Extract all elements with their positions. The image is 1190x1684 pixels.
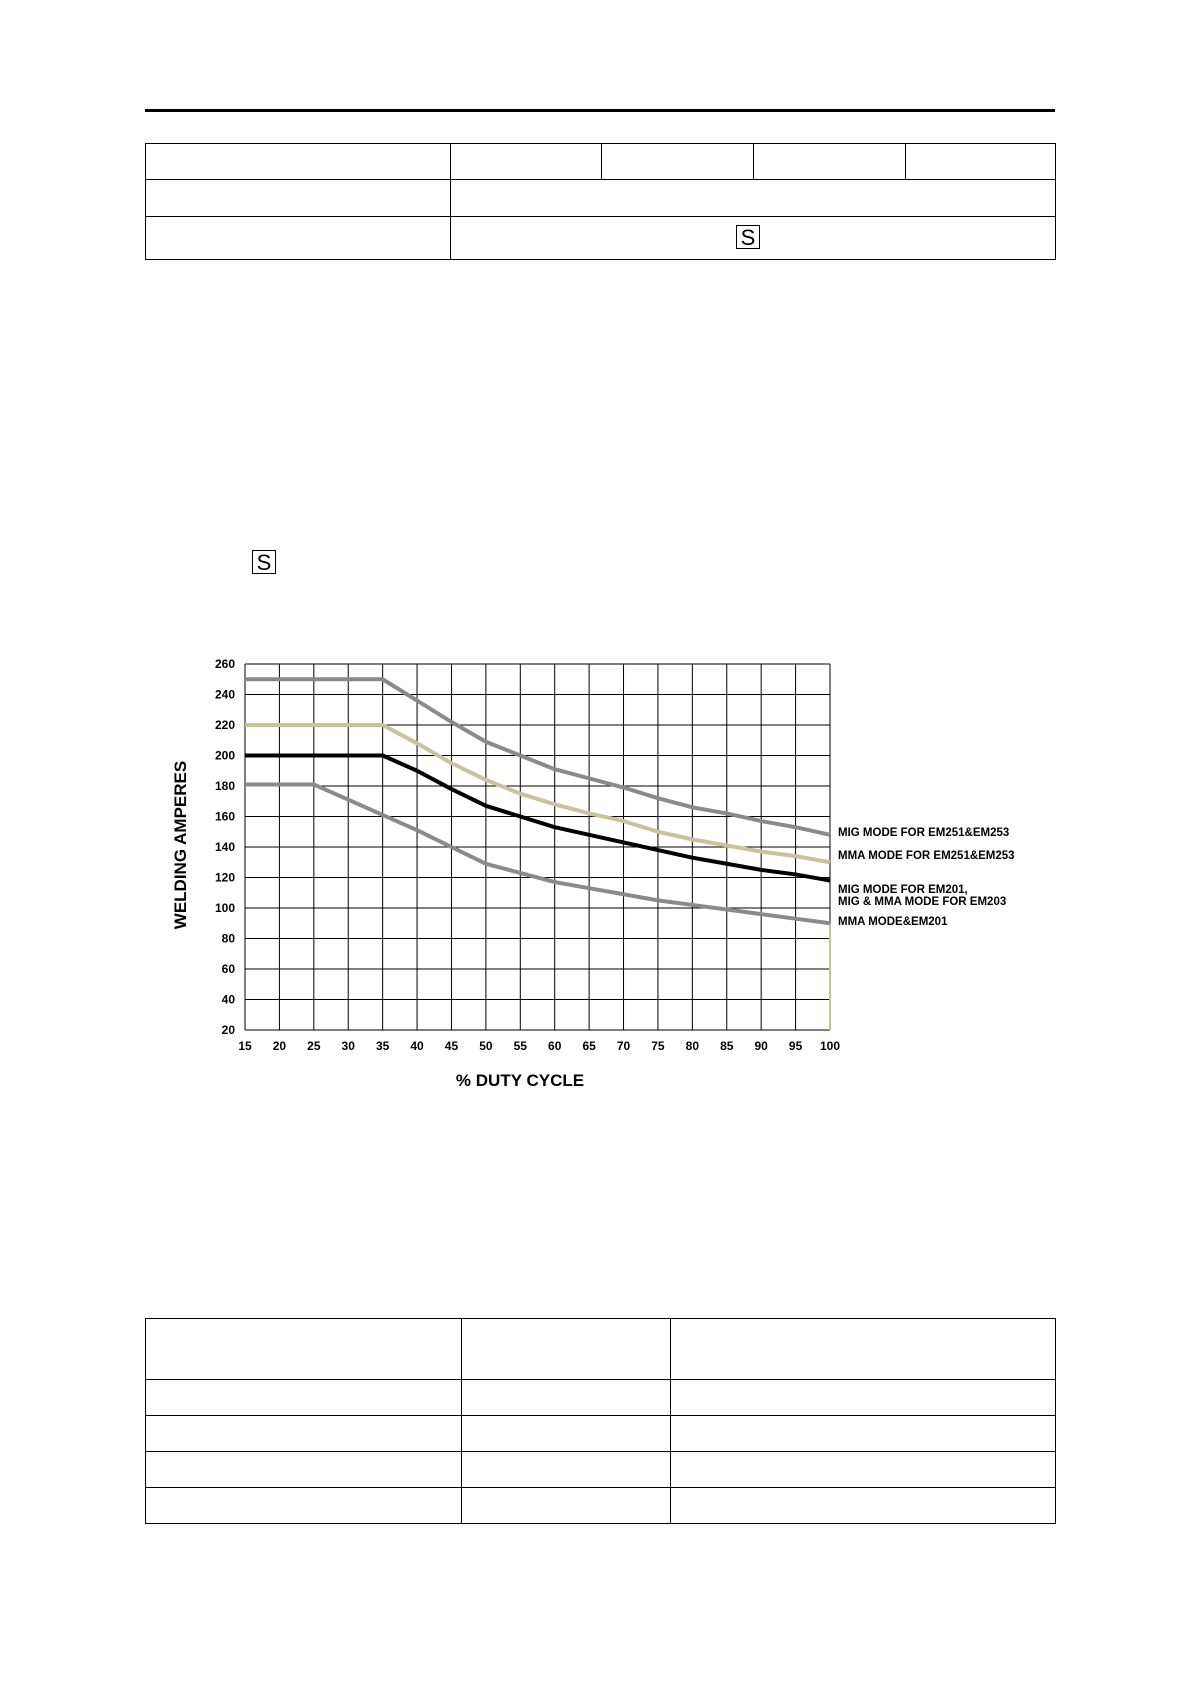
x-tick-label: 60 [548,1039,562,1053]
table-row [146,1416,1056,1452]
s-mark-symbol: S [736,225,760,249]
x-tick-label: 30 [341,1039,355,1053]
table-cell [461,1452,671,1488]
table-cell [461,1416,671,1452]
table-cell [671,1380,1056,1416]
table-cell [146,1452,462,1488]
table-row [146,1319,1056,1380]
x-tick-label: 95 [788,1039,803,1053]
table-cell [146,1319,462,1380]
table-row [146,1452,1056,1488]
table-cell [461,1380,671,1416]
x-tick-label: 90 [754,1039,768,1053]
x-axis-ticks [238,1039,840,1053]
x-axis-label: % DUTY CYCLE [455,1071,585,1090]
table-cell [146,1488,462,1524]
x-tick-label: 65 [582,1039,596,1053]
series-labels [838,827,1015,928]
x-tick-label: 55 [513,1039,527,1053]
y-tick-label: 240 [214,687,235,702]
y-tick-label: 200 [214,748,235,763]
series-label: MIG MODE FOR EM201, [838,884,968,896]
table-cell [461,1488,671,1524]
y-axis-label: WELDING AMPERES [171,760,190,930]
bottom-spec-table [145,1318,1056,1524]
x-tick-label: 50 [479,1039,493,1053]
y-tick-label: 180 [214,779,235,793]
series-label: MIG MODE FOR EM251&EM253 [838,827,1010,839]
x-tick-label: 45 [444,1039,459,1053]
x-tick-label: 25 [307,1039,321,1053]
x-tick-label: 80 [685,1039,700,1053]
x-tick-label: 35 [375,1039,390,1053]
y-tick-label: 60 [221,962,235,976]
y-axis-ticks [215,657,235,1037]
x-tick-label: 85 [720,1039,734,1053]
table-cell [146,1380,462,1416]
x-tick-label: 100 [819,1039,841,1053]
series-line [245,784,830,923]
series-label: MIG & MMA MODE FOR EM203 [838,896,1007,908]
table-row [146,1380,1056,1416]
series-label: MMA MODE FOR EM251&EM253 [838,850,1015,862]
chart-series [245,679,830,1030]
series-label: MMA MODE&EM201 [838,916,948,928]
x-tick-label: 15 [238,1039,252,1053]
x-tick-label: 40 [410,1039,424,1053]
table-cell [671,1452,1056,1488]
y-tick-label: 160 [214,809,235,824]
table-cell [461,1319,671,1380]
y-tick-label: 140 [214,840,235,854]
table-row [146,1488,1056,1524]
y-tick-label: 120 [214,870,235,885]
y-tick-label: 20 [221,1023,235,1037]
table-cell [671,1416,1056,1452]
y-tick-label: 40 [221,992,235,1007]
y-tick-label: 260 [214,657,235,671]
y-tick-label: 220 [214,718,235,732]
x-tick-label: 20 [272,1039,287,1053]
y-tick-label: 80 [221,931,235,946]
table-cell [671,1488,1056,1524]
x-tick-label: 70 [616,1039,631,1053]
s-mark-symbol: S [252,550,276,574]
table-cell [146,1416,462,1452]
table-cell [671,1319,1056,1380]
y-tick-label: 100 [214,901,235,915]
x-tick-label: 75 [651,1039,665,1053]
